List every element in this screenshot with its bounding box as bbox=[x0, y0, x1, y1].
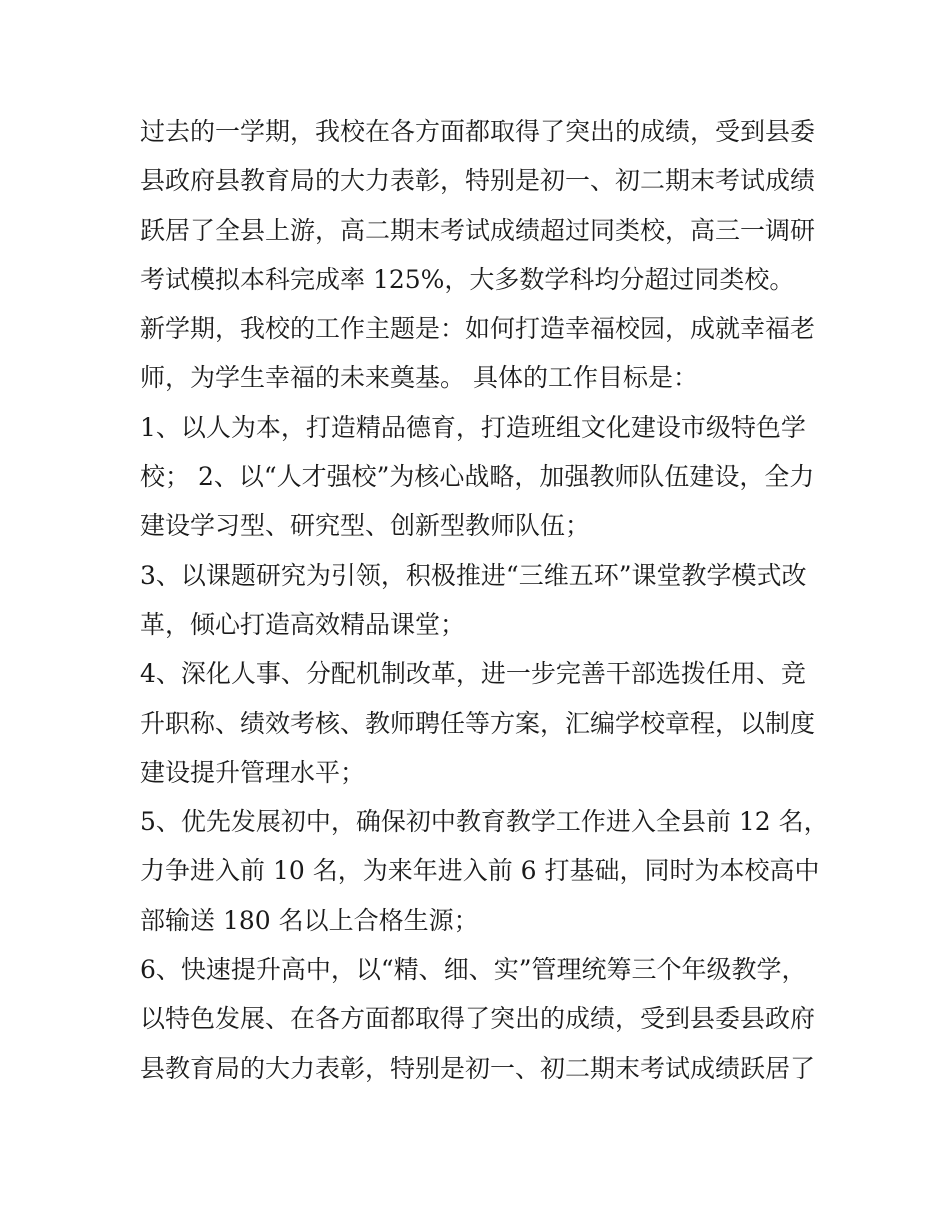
text-line: 革，倾心打造高效精品课堂； bbox=[140, 609, 466, 639]
text-line: 6、快速提升高中，以“精、细、实”管理统筹三个年级教学， bbox=[140, 955, 807, 985]
text-line: 县政府县教育局的大力表彰，特别是初一、初二期末考试成绩 bbox=[140, 166, 816, 196]
text-line: 力争进入前 10 名，为来年进入前 6 打基础，同时为本校高中 bbox=[140, 856, 820, 886]
text-line: 建设提升管理水平； bbox=[140, 757, 366, 787]
text-line: 建设学习型、研究型、创新型教师队伍； bbox=[140, 511, 591, 541]
text-line: 校； 2、以“人才强校”为核心战略，加强教师队伍建设，全力 bbox=[140, 462, 815, 492]
text-line: 升职称、绩效考核、教师聘任等方案，汇编学校章程，以制度 bbox=[140, 708, 816, 738]
text-line: 以特色发展、在各方面都取得了突出的成绩，受到县委县政府 bbox=[140, 1004, 816, 1034]
text-line: 部输送 180 名以上合格生源； bbox=[140, 905, 479, 935]
text-line: 3、以课题研究为引领，积极推进“三维五环”课堂教学模式改 bbox=[140, 560, 807, 590]
text-line: 师，为学生幸福的未来奠基。 具体的工作目标是： bbox=[140, 363, 698, 393]
text-line: 县教育局的大力表彰，特别是初一、初二期末考试成绩跃居了 bbox=[140, 1053, 816, 1083]
document-body bbox=[140, 107, 829, 1093]
text-line: 过去的一学期，我校在各方面都取得了突出的成绩，受到县委 bbox=[140, 117, 816, 146]
text-line: 跃居了全县上游，高二期末考试成绩超过同类校，高三一调研 bbox=[140, 215, 816, 245]
text-line: 考试模拟本科完成率 125%，大多数学科均分超过同类校。 bbox=[140, 264, 795, 294]
text-line: 1、以人为本，打造精品德育，打造班组文化建设市级特色学 bbox=[140, 412, 806, 442]
text-line: 5、优先发展初中，确保初中教育教学工作进入全县前 12 名， bbox=[140, 807, 829, 837]
text-line: 新学期，我校的工作主题是：如何打造幸福校园，成就幸福老 bbox=[140, 314, 816, 344]
text-line: 4、深化人事、分配机制改革，进一步完善干部选拨任用、竞 bbox=[140, 659, 806, 689]
